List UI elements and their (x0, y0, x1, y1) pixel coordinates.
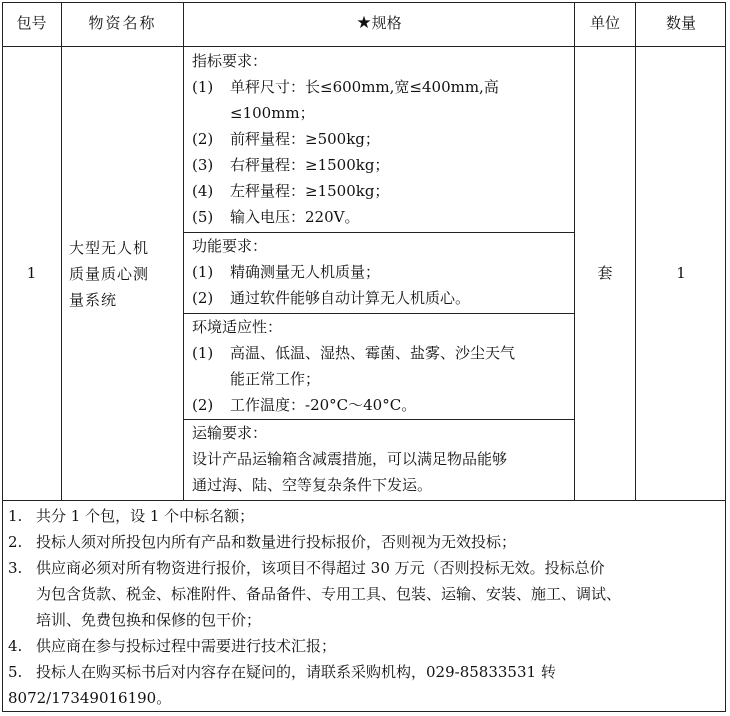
header-name: 物资名称 (88, 14, 157, 32)
indicator-5: (5) 输入电压：220V。 (192, 208, 360, 226)
note-3-line-3: 培训、免费包换和保修的包干价； (36, 611, 262, 629)
qty-value: 1 (676, 264, 686, 282)
item-name-line-3: 量系统 (69, 291, 118, 309)
header-qty: 数量 (665, 14, 696, 32)
transport-line-2: 通过海、陆、空等复杂条件下发运。 (192, 476, 433, 494)
note-2: 2. 投标人须对所投包内所有产品和数量进行投标报价，否则视为无效投标； (8, 533, 517, 551)
unit-value: 套 (597, 264, 613, 282)
note-4: 4. 供应商在参与投标过程中需要进行技术汇报； (8, 637, 337, 655)
header-spec-label: 规格 (371, 14, 402, 32)
header-unit: 单位 (589, 14, 620, 32)
indicator-title: 指标要求： (192, 52, 268, 70)
env-1: (1) 高温、低温、湿热、霉菌、盐雾、沙尘天气 (192, 344, 516, 362)
col-rule-2 (183, 2, 184, 500)
col-rule-1 (61, 2, 62, 500)
note-3: 3. 供应商必须对所有物资进行报价，该项目不得超过 30 万元（否则投标无效。投标总价 (8, 559, 605, 577)
note-3-line-2: 为包含货款、税金、标准附件、备品备件、专用工具、包装、运输、安装、施工、调试、 (36, 585, 622, 603)
notes-top-rule (2, 500, 726, 501)
item-name-line-2: 质量质心测 (69, 265, 150, 283)
function-title: 功能要求： (192, 237, 268, 255)
header-bottom-rule (2, 46, 726, 47)
note-5-line-2: 8072/17349016190。 (8, 689, 172, 707)
env-2: (2) 工作温度：-20°C～40°C。 (192, 396, 417, 414)
env-title: 环境适应性： (192, 318, 283, 336)
transport-line-1: 设计产品运输箱含减震措施，可以满足物品能够 (192, 450, 508, 468)
header-package: 包号 (16, 14, 47, 32)
indicator-4: (4) 左秤量程：≥1500kg； (192, 182, 390, 200)
note-5: 5. 投标人在购买标书后对内容存在疑问的，请联系采购机构，029-85833531 转 (8, 663, 556, 681)
note-1: 1. 共分 1 个包，设 1 个中标名额； (8, 507, 255, 525)
function-2: (2) 通过软件能够自动计算无人机质心。 (192, 289, 471, 307)
indicator-1: (1) 单秤尺寸：长≤600mm,宽≤400mm,高 (192, 78, 499, 96)
env-1-cont: 能正常工作； (230, 370, 321, 388)
col-rule-4 (635, 2, 636, 500)
indicator-2: (2) 前秤量程：≥500kg； (192, 130, 380, 148)
indicator-1-cont: ≤100mm； (230, 104, 315, 122)
item-name-line-1: 大型无人机 (69, 239, 150, 257)
header-spec (184, 10, 574, 36)
indicator-3: (3) 右秤量程：≥1500kg； (192, 156, 390, 174)
function-1: (1) 精确测量无人机质量； (192, 263, 381, 281)
star-icon: ★ (356, 13, 372, 33)
package-number: 1 (26, 264, 37, 282)
transport-title: 运输要求： (192, 424, 268, 442)
col-rule-3 (574, 2, 575, 500)
